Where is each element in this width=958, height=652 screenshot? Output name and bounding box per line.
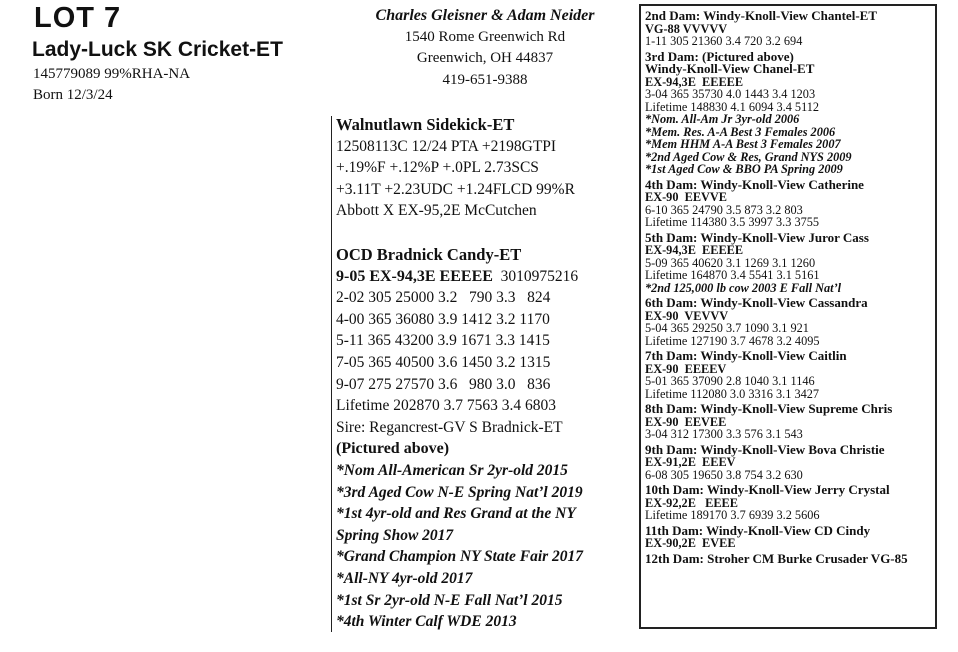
ancestor-heading: 6th Dam: Windy-Knoll-View Cassandra xyxy=(645,295,868,310)
dam-honor: Spring Show 2017 xyxy=(336,526,454,544)
ancestor-entry xyxy=(645,350,935,400)
ancestor-entry xyxy=(645,229,935,295)
dam-honor: *3rd Aged Cow N-E Spring Nat’l 2019 xyxy=(336,483,583,501)
ancestor-record: Lifetime 112080 3.0 3316 3.1 3427 xyxy=(645,386,820,401)
dam-record: 9-07 275 27570 3.6 980 3.0 836 xyxy=(336,375,551,393)
birth-date: Born 12/3/24 xyxy=(33,87,113,103)
ancestor-honor: *Mem. Res. A-A Best 3 Females 2006 xyxy=(645,124,836,139)
dam-sire: Sire: Regancrest-GV S Bradnick-ET xyxy=(336,418,563,436)
ancestor-heading: 4th Dam: Windy-Knoll-View Catherine xyxy=(645,176,864,192)
ancestor-classification: EX-94,3E EEEEE xyxy=(645,74,744,89)
ancestor-honor: *Mem HHM A-A Best 3 Females 2007 xyxy=(645,137,841,151)
ancestor-entry xyxy=(645,441,935,482)
consignor-street: 1540 Rome Greenwich Rd xyxy=(404,28,566,45)
ancestor-record: 6-08 305 19650 3.8 754 3.2 630 xyxy=(645,467,803,482)
ancestor-classification: EX-90 EEVEE xyxy=(645,414,727,429)
ancestor-classification: EX-90,2E EVEE xyxy=(645,536,736,550)
ancestor-heading: 11th Dam: Windy-Knoll-View CD Cindy xyxy=(645,522,871,538)
sire-block xyxy=(336,114,575,222)
registration-number: 145779089 99%RHA-NA xyxy=(33,66,191,82)
dam-honor: *Grand Champion NY State Fair 2017 xyxy=(336,548,584,566)
dam-honor: *All-NY 4yr-old 2017 xyxy=(336,569,473,587)
sire-line: 12508113C 12/24 PTA +2198GTPI xyxy=(336,137,557,155)
sire-line: +.19%F +.12%P +.0PL 2.73SCS xyxy=(336,159,539,176)
ancestor-classification: VG-88 VVVVV xyxy=(645,21,728,36)
ancestor-classification: EX-92,2E EEEE xyxy=(645,495,738,510)
dam-classification-row xyxy=(336,266,583,288)
dam-honor: *1st 4yr-old and Res Grand at the NY xyxy=(336,505,576,523)
ancestor-heading: 5th Dam: Windy-Knoll-View Juror Cass xyxy=(645,229,869,245)
ancestor-honor: *Nom. All-Am Jr 3yr-old 2006 xyxy=(645,112,800,126)
dam-record: 4-00 365 36080 3.9 1412 3.2 1170 xyxy=(336,310,550,328)
dam-honors xyxy=(336,460,583,633)
consignor-city: Greenwich, OH 44837 xyxy=(416,50,554,66)
dam-record: 7-05 365 40500 3.6 1450 3.2 1315 xyxy=(336,353,551,371)
ancestor-entry xyxy=(645,522,935,550)
ancestor-classification: EX-91,2E EEEV xyxy=(645,455,736,469)
ancestor-entry xyxy=(645,550,935,566)
ancestor-record: Lifetime 114380 3.5 3997 3.3 3755 xyxy=(645,215,820,229)
ancestor-entry xyxy=(645,10,935,48)
animal-name: Lady-Luck SK Cricket-ET xyxy=(32,38,283,61)
dam-reg-number: 3010975216 xyxy=(500,267,579,285)
consignor-phone: 419-651-9388 xyxy=(442,71,528,88)
ancestor-record: Lifetime 148830 4.1 6094 3.4 5112 xyxy=(645,99,820,114)
ancestor-record: 6-10 365 24790 3.5 873 3.2 803 xyxy=(645,202,803,217)
ancestor-record: 3-04 365 35730 4.0 1443 3.4 1203 xyxy=(645,87,816,101)
ancestor-honor: *2nd 125,000 lb cow 2003 E Fall Nat’l xyxy=(645,280,842,295)
sire-line: Abbott X EX-95,2E McCutchen xyxy=(336,202,537,219)
ancestor-record: Lifetime 164870 3.4 5541 3.1 5161 xyxy=(645,268,820,282)
dam-record: Lifetime 202870 3.7 7563 3.4 6803 xyxy=(336,397,556,415)
ancestor-classification: EX-90 EEEEV xyxy=(645,361,727,376)
consignor-block xyxy=(340,5,630,91)
ancestor-entry xyxy=(645,403,935,441)
ancestor-entry xyxy=(645,297,935,347)
ancestor-classification: EX-90 EEVVE xyxy=(645,190,727,204)
dam-record: 2-02 305 25000 3.2 790 3.3 824 xyxy=(336,289,551,307)
consignor-name: Charles Gleisner & Adam Neider xyxy=(375,7,595,24)
ancestor-record: Lifetime 127190 3.7 4678 3.2 4095 xyxy=(645,333,820,348)
ancestor-record: 3-04 312 17300 3.3 576 3.1 543 xyxy=(645,427,803,441)
dam-records xyxy=(336,287,583,417)
sire-name: Walnutlawn Sidekick-ET xyxy=(336,115,515,134)
ancestor-heading: 12th Dam: Stroher CM Burke Crusader VG-85 xyxy=(645,550,908,566)
ancestor-heading: 7th Dam: Windy-Knoll-View Caitlin xyxy=(645,348,847,363)
ancestor-classification: EX-90 VEVVV xyxy=(645,308,729,323)
ancestor-record: 5-01 365 37090 2.8 1040 3.1 1146 xyxy=(645,374,815,388)
dam-honor: *Nom All-American Sr 2yr-old 2015 xyxy=(336,461,568,479)
maternal-pedigree-box xyxy=(639,4,937,629)
ancestor-heading: 2nd Dam: Windy-Knoll-View Chantel-ET xyxy=(645,8,877,23)
ancestor-record: 5-09 365 40620 3.1 1269 3.1 1260 xyxy=(645,255,816,270)
dam-honor: *4th Winter Calf WDE 2013 xyxy=(336,613,517,631)
dam-block xyxy=(336,244,583,633)
ancestor-heading: 10th Dam: Windy-Knoll-View Jerry Crystal xyxy=(645,482,890,497)
ancestor-heading: 3rd Dam: (Pictured above) xyxy=(645,48,794,64)
ancestor-heading: 8th Dam: Windy-Knoll-View Supreme Chris xyxy=(645,401,893,416)
ancestor-honor: *2nd Aged Cow & Res, Grand NYS 2009 xyxy=(645,149,852,164)
sire-line: +3.11T +2.23UDC +1.24FLCD 99%R xyxy=(336,180,575,198)
ancestor-entry xyxy=(645,176,935,229)
ancestor-entry xyxy=(645,48,935,176)
dam-record: 5-11 365 43200 3.9 1671 3.3 1415 xyxy=(336,332,550,350)
ancestor-heading: 9th Dam: Windy-Knoll-View Bova Christie xyxy=(645,441,885,457)
ancestor-record: 1-11 305 21360 3.4 720 3.2 694 xyxy=(645,34,803,48)
ancestor-record: Lifetime 189170 3.7 6939 3.2 5606 xyxy=(645,508,820,522)
pedigree-bracket xyxy=(331,116,332,632)
ancestor-name: Windy-Knoll-View Chanel-ET xyxy=(645,61,815,76)
dam-pictured: (Pictured above) xyxy=(336,440,450,458)
ancestor-entry xyxy=(645,484,935,522)
dam-name: OCD Bradnick Candy-ET xyxy=(336,245,522,264)
lot-number: LOT 7 xyxy=(34,2,122,34)
dam-honor: *1st Sr 2yr-old N-E Fall Nat’l 2015 xyxy=(336,591,563,609)
ancestor-honor: *1st Aged Cow & BBO PA Spring 2009 xyxy=(645,162,843,176)
ancestor-record: 5-04 365 29250 3.7 1090 3.1 921 xyxy=(645,321,809,335)
ancestor-classification: EX-94,3E EEEEE xyxy=(645,243,744,257)
dam-classification: 9-05 EX-94,3E EEEEE xyxy=(336,267,493,285)
